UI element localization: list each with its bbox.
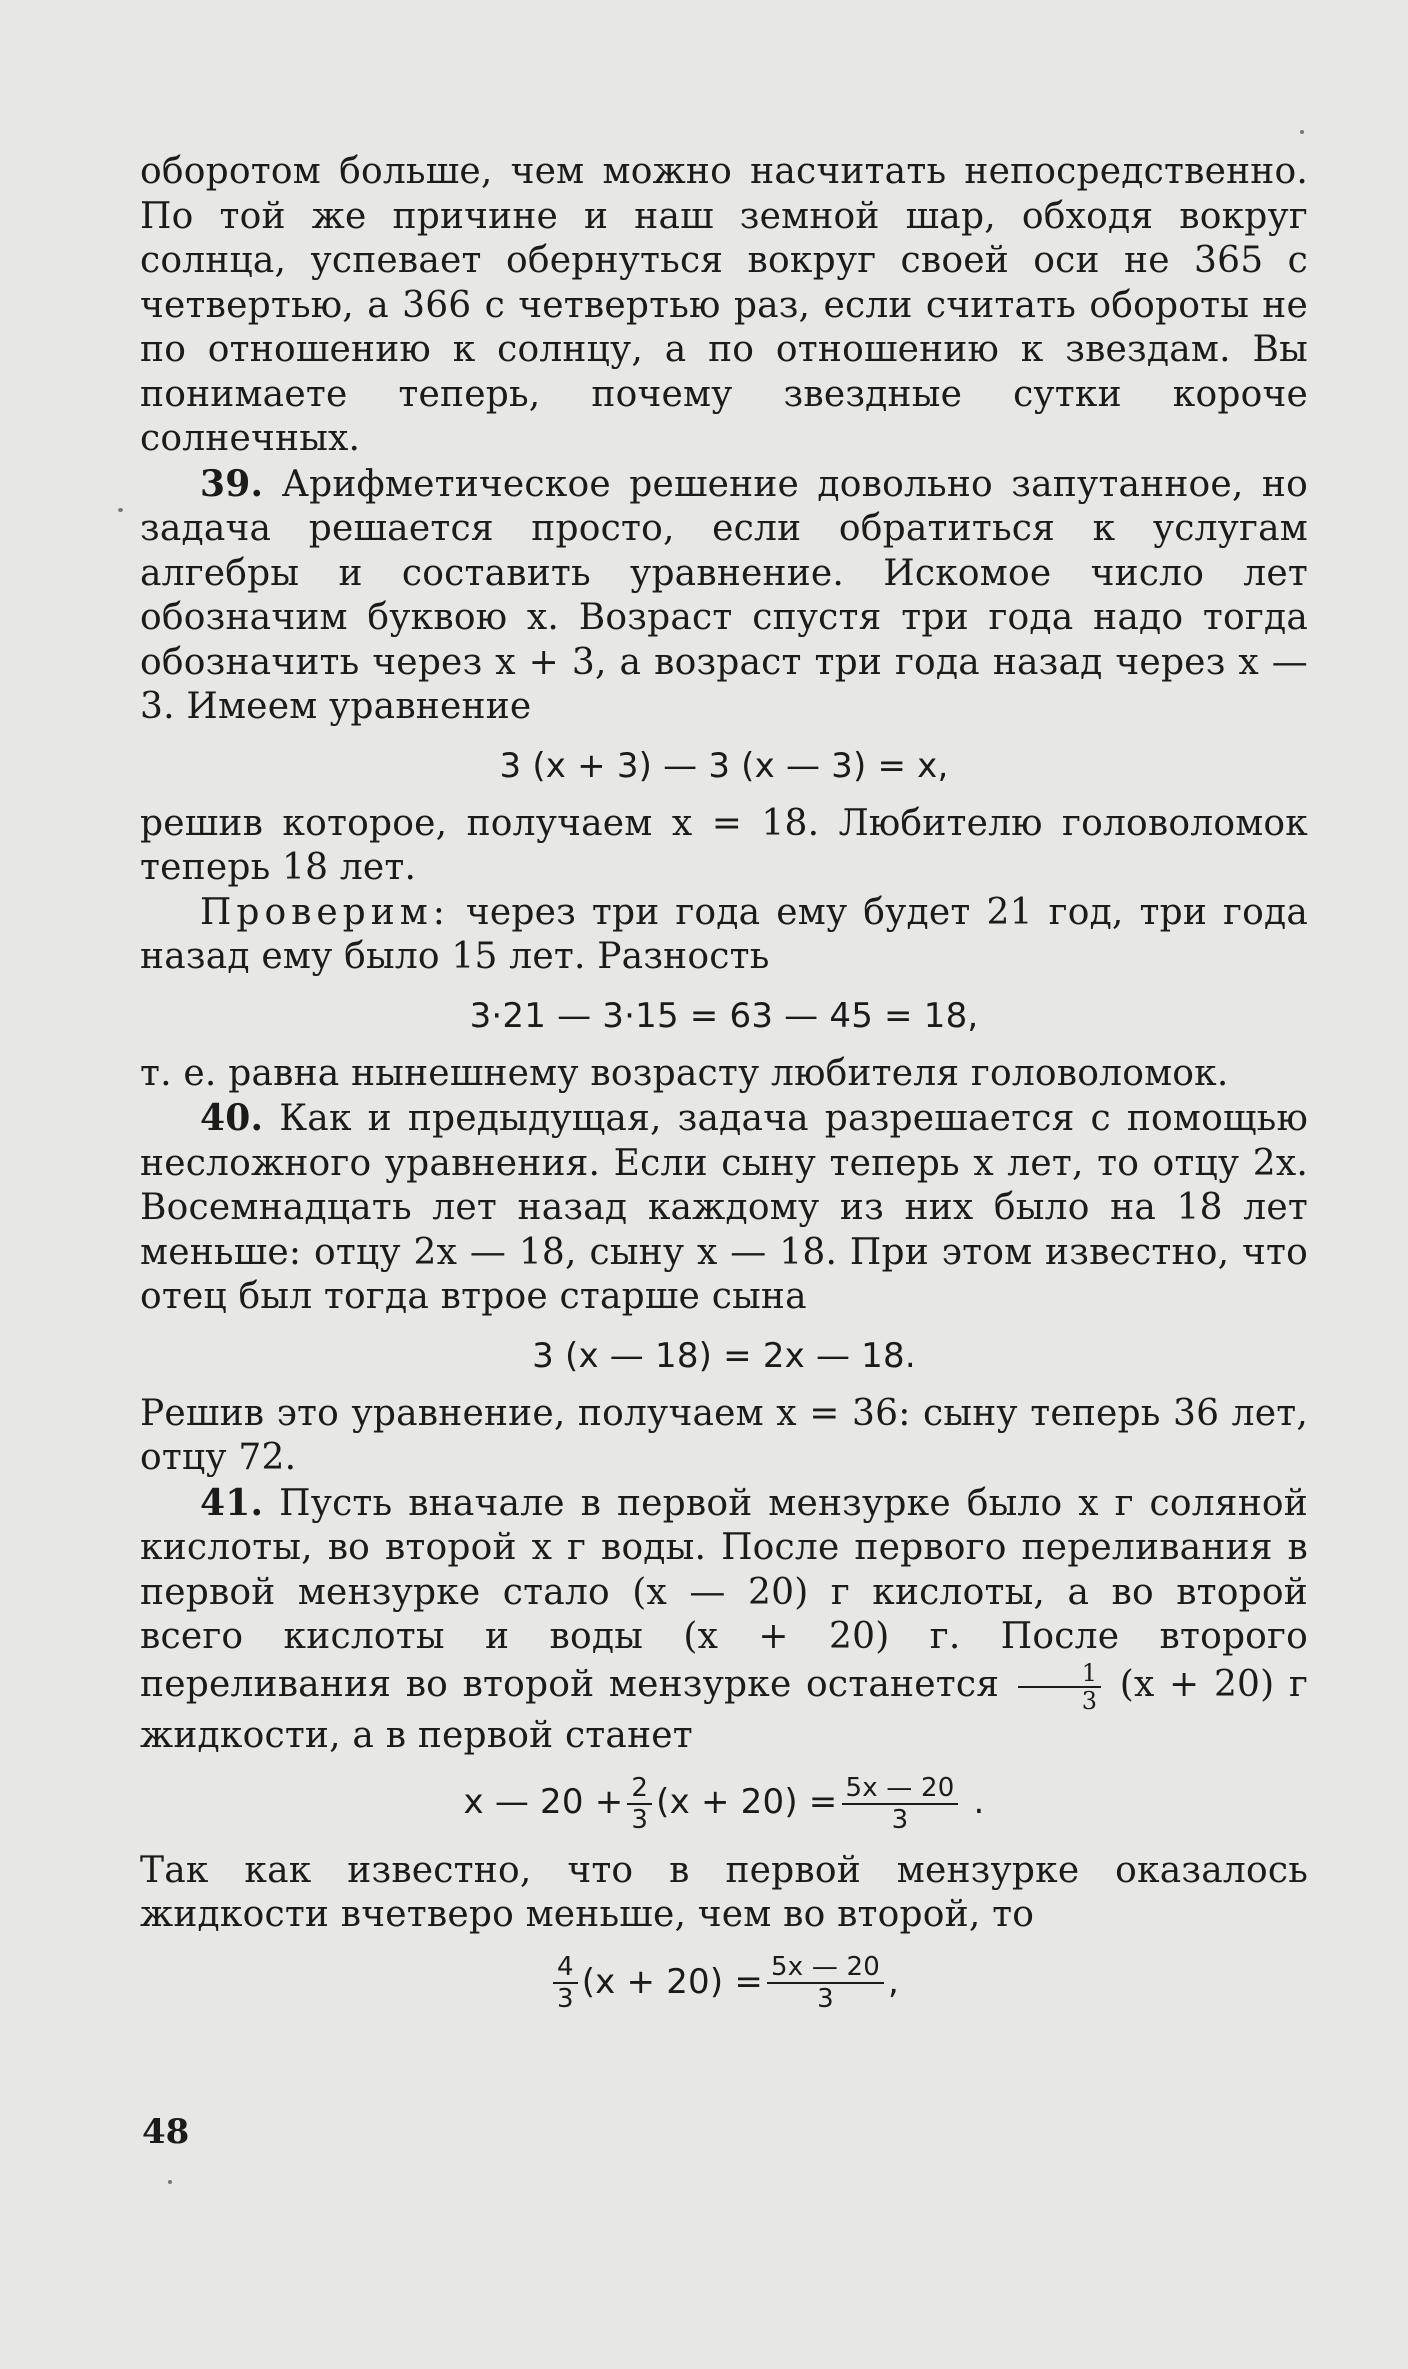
print-speck <box>168 2180 172 2184</box>
equation-2: 3·21 — 3·15 = 63 — 45 = 18, <box>469 995 979 1036</box>
fraction-numerator: 2 <box>627 1773 652 1805</box>
answer-number-40: 40. <box>200 1097 264 1139</box>
equation-5-end: , <box>888 1961 900 2002</box>
answer-41-continuation: Так как известно, что в первой мензурке оказалось жидкости вчетверо меньше, чем во второй, то <box>140 1849 1308 1935</box>
page-body <box>140 150 1308 2014</box>
answer-number-39: 39. <box>200 462 264 505</box>
verification-word: Проверим: <box>200 891 450 933</box>
answer-39 <box>140 462 1308 730</box>
print-speck <box>1300 130 1304 134</box>
answer-40 <box>140 1096 1308 1320</box>
equation-5 <box>140 1952 1308 2015</box>
answer-40-result: Решив это уравнение, получаем x = 36: сыну теперь 36 лет, отцу 72. <box>140 1392 1308 1478</box>
equation-3: 3 (x — 18) = 2x — 18. <box>532 1335 916 1376</box>
equation-4: x — 20 + $\frac{2}{3}$ (x + 20) = $\frac{5x — 20}{3}$ . <box>463 1772 985 1835</box>
fraction-rhs <box>842 1773 959 1835</box>
verification-text: через три года ему будет 21 год, три года назад ему было 15 лет. Разность <box>140 891 1308 977</box>
verification-result: т. е. равна нынешнему возрасту любителя головоломок. <box>140 1052 1229 1094</box>
fraction-denominator: 3 <box>556 1984 574 2014</box>
fraction-numerator: 5x — 20 <box>842 1773 959 1805</box>
fraction-one-third <box>1018 1660 1101 1714</box>
fraction-numerator: 1 <box>1018 1660 1101 1688</box>
answer-41 <box>140 1481 1308 1759</box>
answer-40-text: Как и предыдущая, задача разрешается с помощью несложного уравнения. Если сыну теперь x лет, то отцу 2x. Восемнадцать лет назад каждому из них было на 18 лет меньше: отцу 2x — 18, сыну x — 18. При этом известно, что отец был тогда втрое старше сына <box>140 1098 1308 1317</box>
answer-number-41: 41. <box>200 1481 264 1524</box>
equation-4-part-b: (x + 20) = <box>656 1782 838 1822</box>
fraction-denominator: 3 <box>817 1984 834 2014</box>
fraction-four-thirds <box>553 1952 578 2014</box>
answer-41-text-b: (x + 20) г жидкости, а в первой станет <box>140 1663 1309 1756</box>
equation-5-part: (x + 20) = <box>581 1961 764 2002</box>
equation-1: 3 (x + 3) — 3 (x — 3) = x, <box>499 745 949 786</box>
print-speck <box>118 508 123 512</box>
fraction-two-thirds <box>627 1773 652 1835</box>
answer-39-text: Арифметическое решение довольно запутанное, но задача решается просто, если обратиться к услугам алгебры и составить уравнение. Искомое число лет обозначим буквою x. Возраст спустя три года надо тогда обозначить через x + 3, а возраст три года назад через x — 3. Имеем уравнение <box>140 463 1308 727</box>
fraction-denominator: 3 <box>1081 1686 1098 1715</box>
verification-paragraph <box>140 891 1308 980</box>
fraction-numerator: 5x — 20 <box>767 1952 884 1984</box>
fraction-numerator: 4 <box>553 1952 578 1984</box>
answer-39-result: решив которое, получаем x = 18. Любителю головоломок теперь 18 лет. <box>140 802 1308 888</box>
equation-4-part-a: x — 20 + <box>463 1782 624 1822</box>
paragraph-continuation: оборотом больше, чем можно насчитать непосредственно. По той же причине и наш земной шар, обходя вокруг солнца, успевает обернуться вокруг своей оси не 365 с четвертью, а 366 с четвертью раз, если считать обороты не по отношению к солнцу, а по отношению к звездам. Вы понимаете теперь, почему звездные сутки короче солнечных. <box>140 151 1308 459</box>
fraction-denominator: 3 <box>631 1804 649 1835</box>
page-number: 48 <box>142 2112 190 2152</box>
fraction-rhs <box>767 1952 884 2014</box>
fraction-denominator: 3 <box>891 1804 909 1835</box>
answer-41-text-a: Пусть вначале в первой мензурке было x г соляной кислоты, во второй x г воды. После первого переливания в первой мензурке стало (x — 20) г кислоты, а во второй всего кислоты и воды (x + 20) г. После второго переливания во второй мензурке останется <box>140 1482 1308 1705</box>
